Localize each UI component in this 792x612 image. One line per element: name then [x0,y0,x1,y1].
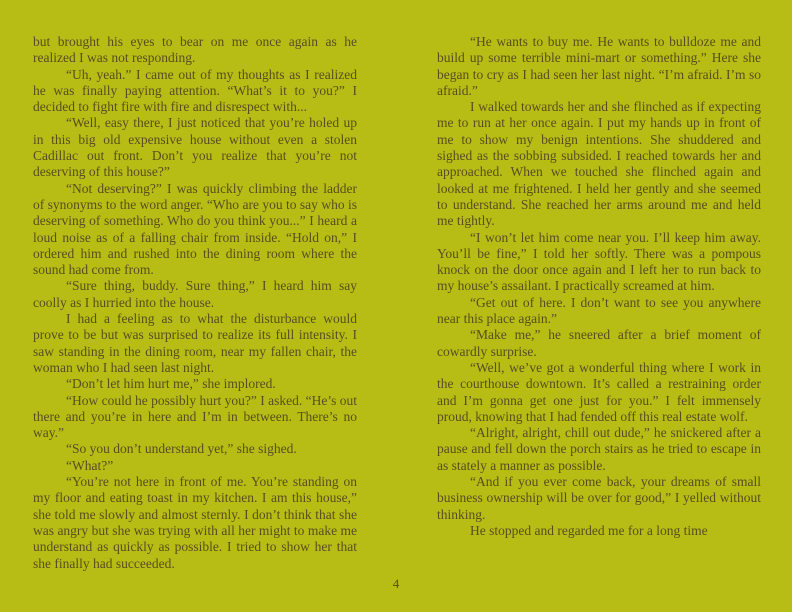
paragraph: “Well, we’ve got a wonderful thing where I work in the courthouse downtown. It’s called a restraining order and I’m gonna get one just for you.” I felt immensely proud, knowing that I had fended off this real estate wolf. [437,359,761,424]
paragraph: “Don’t let him hurt me,” she implored. [66,376,276,392]
paragraph: “Sure thing, buddy. Sure thing,” I heard him say coolly as I hurried into the house. [33,278,357,310]
paragraph: He stopped and regarded me for a long time [470,522,708,538]
page-number: 4 [392,576,400,591]
paragraph: “You’re not here in front of me. You’re standing on my floor and eating toast in my kitchen. I am this house,” she told me slowly and almost sternly. I don’t think that she was angry but she was trying with all her might to make me understand as quickly as possible. I tried to show her that she finally had succeeded. [33,474,357,571]
paragraph: “Well, easy there, I just noticed that you’re holed up in this big old expensive house without even a stolen Cadillac out front. Don’t you realize that you’re not deserving of this house?” [33,115,357,180]
left-page-text-column [33,34,357,572]
paragraph: “What?” [66,457,114,473]
paragraph: “He wants to buy me. He wants to bulldoze me and build up some terrible mini-mart or something.” Here she began to cry as I had seen her last night. “I’m afraid. I’m so afraid.” [437,34,761,98]
paragraph: “Alright, alright, chill out dude,” he snickered after a pause and fell down the porch stairs as he tried to escape in as stately a manner as possible. [437,425,761,473]
right-page-text-column [437,34,761,539]
paragraph: “I won’t let him come near you. I’ll keep him away. You’ll be fine,” I told her softly. There was a pompous knock on the door once again and I left her to run back to my house’s assailant. I practically screamed at him. [437,229,761,294]
paragraph: “Uh, yeah.” I came out of my thoughts as I realized he was finally paying attention. “What’s it to you?” I decided to fight fire with fire and disrespect with... [33,66,357,115]
paragraph: “Not deserving?” I was quickly climbing the ladder of synonyms to the word anger. “Who are you to say who is deserving of something. Who do you think you...” I heard a loud noise as of a falling chair from inside. “Hold on,” I ordered him and rushed into the dining room where the sound had come from. [33,180,357,278]
paragraph: “Get out of here. I don’t want to see you anywhere near this place again.” [437,294,761,327]
paragraph: “How could he possibly hurt you?” I asked. “He’s out there and you’re in here and I’m in between. There’s no way.” [33,392,357,441]
paragraph: but brought his eyes to bear on me once again as he realized I was not responding. [33,34,357,66]
paragraph: I walked towards her and she flinched as if expecting me to run at her once again. I put my hands up in front of me to show my benign intentions. She shuddered and sighed as the sobbing subsided. I reached towards her and approached. When we touched she flinched again and looked at me frightened. I held her gently and she seemed to understand. She reached her arms around me and held me tightly. [437,99,761,229]
paragraph: “Make me,” he sneered after a brief moment of cowardly surprise. [437,327,761,359]
paragraph: I had a feeling as to what the disturbance would prove to be but was surprised to realize its full intensity. I saw standing in the dining room, near my fallen chair, the woman who I had seen last night. [33,311,357,375]
paragraph: “So you don’t understand yet,” she sighed. [66,441,297,457]
paragraph: “And if you ever come back, your dreams of small business ownership will be over for good,” I yelled without thinking. [437,474,761,522]
